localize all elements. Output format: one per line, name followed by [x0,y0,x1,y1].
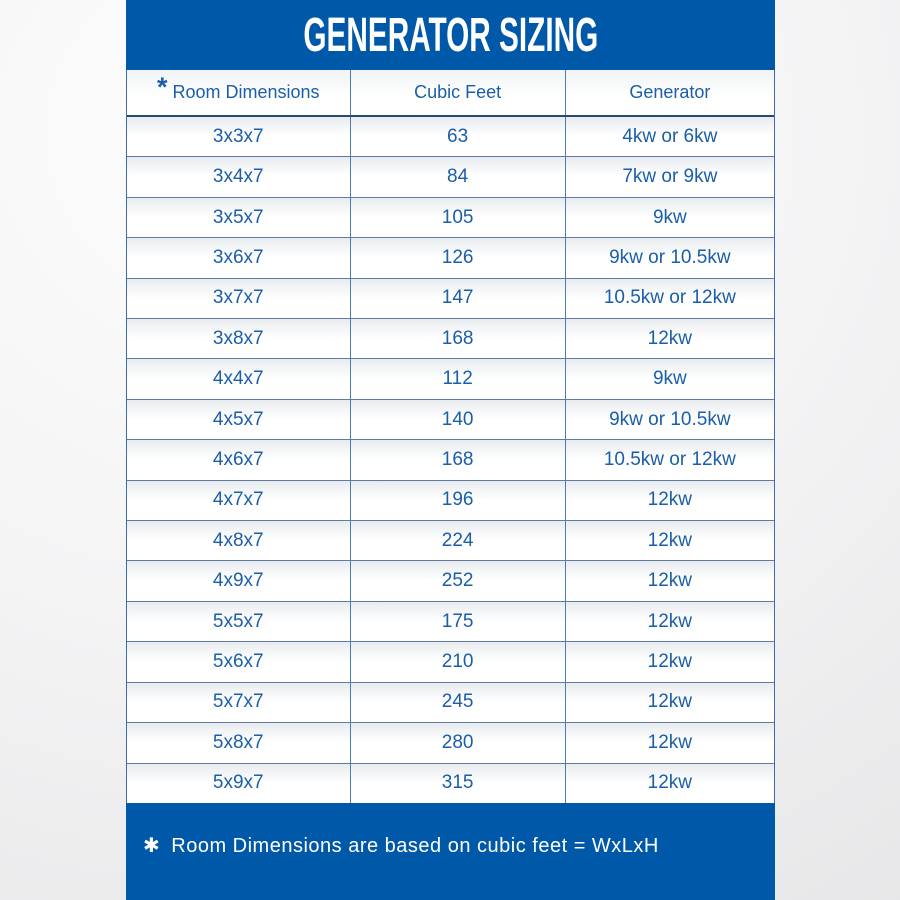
cubic-feet-cell: 210 [350,642,565,681]
generator-cell: 12kw [565,602,774,641]
generator-cell: 9kw or 10.5kw [565,238,774,277]
page-title: GENERATOR SIZING [303,8,598,62]
table-row [127,601,774,641]
generator-cell: 12kw [565,683,774,722]
footnote-asterisk: ✱ [143,835,161,857]
generator-sizing-panel [126,0,775,900]
room-dimensions-cell: 3x8x7 [212,327,264,349]
room-dimensions-cell: 4x5x7 [212,408,264,430]
cubic-feet-cell: 280 [350,723,565,762]
cubic-feet-cell: 245 [350,683,565,722]
generator-cell: 12kw [565,642,774,681]
room-dimensions-cell: 4x6x7 [212,448,264,470]
room-dimensions-cell: 3x7x7 [212,287,264,309]
room-dimensions-cell: 3x4x7 [212,166,264,188]
cubic-feet-cell: 175 [350,602,565,641]
generator-cell: 9kw [565,359,774,398]
cubic-feet-cell: 105 [350,198,565,237]
table-row [127,399,774,439]
cubic-feet-cell: 252 [350,561,565,600]
room-dimensions-cell: 5x8x7 [212,731,264,753]
table-row [127,722,774,762]
header-generator: Generator [565,70,774,115]
table-row [127,197,774,237]
table-row [127,278,774,318]
room-dimensions-cell: 5x5x7 [212,610,264,632]
table-row [127,763,774,803]
header-room-dimensions: * Room Dimensions [156,71,320,102]
room-dimensions-cell: 5x6x7 [212,650,264,672]
generator-cell: 10.5kw or 12kw [565,279,774,318]
cubic-feet-cell: 126 [350,238,565,277]
footnote-text: Room Dimensions are based on cubic feet = WxLxH [171,835,659,857]
cubic-feet-cell: 63 [350,117,565,156]
generator-cell: 10.5kw or 12kw [565,440,774,479]
header-room-dimensions-label: Room Dimensions [172,82,320,102]
table-row [127,117,774,156]
room-dimensions-cell: 5x9x7 [212,772,264,794]
table-row [127,560,774,600]
table-row [127,358,774,398]
cubic-feet-cell: 84 [350,157,565,196]
room-dimensions-cell: 3x5x7 [212,206,264,228]
cubic-feet-cell: 168 [350,319,565,358]
room-dimensions-cell: 4x9x7 [212,570,264,592]
generator-cell: 12kw [565,319,774,358]
footnote-band [126,803,775,900]
header-cubic-feet: Cubic Feet [350,70,565,115]
sizing-table [126,70,775,803]
generator-cell: 12kw [565,561,774,600]
generator-cell: 9kw [565,198,774,237]
table-row [127,520,774,560]
generator-cell: 4kw or 6kw [565,117,774,156]
table-row [127,318,774,358]
generator-cell: 7kw or 9kw [565,157,774,196]
table-row [127,641,774,681]
cubic-feet-cell: 140 [350,400,565,439]
generator-cell: 12kw [565,723,774,762]
table-body [127,117,774,803]
cubic-feet-cell: 224 [350,521,565,560]
generator-cell: 12kw [565,521,774,560]
generator-cell: 12kw [565,764,774,803]
cubic-feet-cell: 147 [350,279,565,318]
table-header-row [127,70,774,117]
cubic-feet-cell: 196 [350,481,565,520]
cubic-feet-cell: 168 [350,440,565,479]
room-dimensions-cell: 5x7x7 [212,691,264,713]
table-row [127,237,774,277]
cubic-feet-cell: 112 [350,359,565,398]
room-dimensions-cell: 4x4x7 [212,368,264,390]
title-band [126,0,775,70]
room-dimensions-cell: 4x7x7 [212,489,264,511]
table-row [127,682,774,722]
generator-cell: 9kw or 10.5kw [565,400,774,439]
room-dimensions-cell: 3x6x7 [212,246,264,268]
generator-cell: 12kw [565,481,774,520]
table-row [127,480,774,520]
table-row [127,156,774,196]
cubic-feet-cell: 315 [350,764,565,803]
table-row [127,439,774,479]
room-dimensions-cell: 4x8x7 [212,529,264,551]
room-dimensions-cell: 3x3x7 [212,125,264,147]
